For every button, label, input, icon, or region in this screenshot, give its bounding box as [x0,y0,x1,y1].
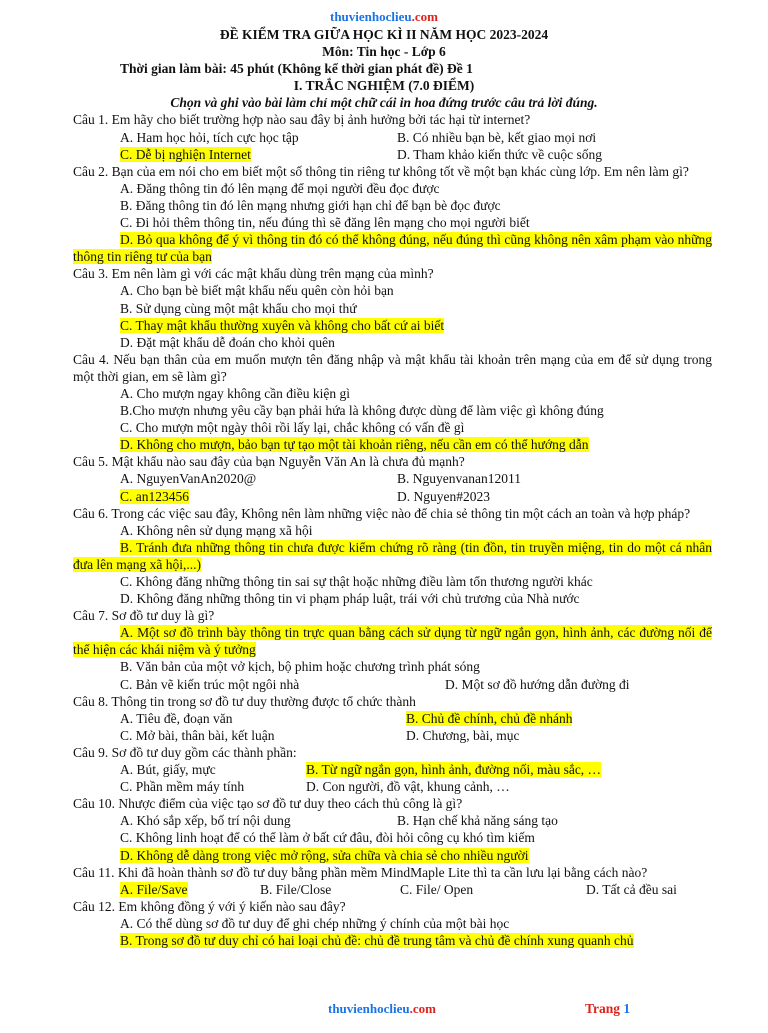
question-12: Câu 12. Em không đồng ý với ý kiến nào sau đây? [73,898,346,914]
option-a: A. Cho mượn ngay không cần điều kiện gì [120,385,351,401]
question-10: Câu 10. Nhược điểm của việc tạo sơ đồ tư duy theo cách thủ công là gì? [73,796,463,812]
question-5: Câu 5. Mật khẩu nào sau đây của bạn Nguyễn Văn An là chưa đủ mạnh? [73,454,465,470]
page-footer [0,1000,768,1020]
question-9: Câu 9. Sơ đồ tư duy gồm các thành phần: [73,744,297,760]
option-a: A. Có thể dùng sơ đồ tư duy để ghi chép những ý chính của một bài học [120,915,510,931]
option-c: C. Phần mềm máy tính [120,779,245,795]
option-b: B. Có nhiều bạn bè, kết giao mọi nơi [397,129,597,145]
option-a: A. Không nên sử dụng mạng xã hội [120,522,313,538]
option-a: A. Ham học hỏi, tích cực học tập [120,129,299,145]
exam-page [0,9,768,1033]
option-d: D. Chương, bài, mục [406,727,520,743]
option-a: A. NguyenVanAn2020@ [120,471,257,487]
option-a: A. Khó sắp xếp, bố trí nội dung [120,813,291,829]
option-a-answer: A. File/Save [120,881,188,897]
question-8-options-row-2 [73,727,712,744]
option-c-answer: C. Dễ bị nghiện Internet [120,146,251,162]
option-c: C. Đi hỏi thêm thông tin, nếu đúng thì sẽ đăng lên mạng cho mọi người biết [120,215,530,231]
option-c-answer: C. an123456 [120,488,189,504]
option-d: D. Con người, đồ vật, khung cảnh, … [306,779,510,795]
question-list [0,111,768,949]
exam-title: ĐỀ KIỂM TRA GIỮA HỌC KÌ II NĂM HỌC 2023-2024 [219,27,549,42]
question-1-options-row-2 [73,146,712,163]
option-b-answer: B. Chủ đề chính, chủ đề nhánh [406,710,573,726]
option-b: B. File/Close [260,881,332,897]
exam-header [0,9,768,60]
option-b: B.Cho mượn nhưng yêu cầy bạn phải hứa là không được dùng để làm việc gì không đúng [120,403,604,419]
option-d: D. Tất cả đều sai [586,881,677,897]
option-d: D. Đặt mật khẩu dễ đoán cho khỏi quên [120,334,335,350]
option-b: B. Hạn chế khả năng sáng tạo [397,813,558,829]
question-6: Câu 6. Trong các việc sau đây, Không nên làm những việc nào để chia sẻ thông tin một cách an toàn và hợp pháp? [73,505,691,521]
page-number: Trang 1 [585,1001,631,1016]
question-11: Câu 11. Khi đã hoàn thành sơ đồ tư duy bằng phần mềm MindMaple Lite thì ta cần lưu lại bằng cách nào? [73,864,648,880]
option-b: B. Đăng thông tin đó lên mạng nhưng giới hạn chỉ để bạn bè đọc được [120,197,501,213]
option-d-answer: D. Bỏ qua không để ý vì thông tin đó có thể không đúng, nếu đúng thì cũng không nên xâm phạm vào những thông tin riêng tư của bạn [73,232,712,265]
option-b: B. Nguyenvanan12011 [397,471,521,487]
question-8: Câu 8. Thông tin trong sơ đồ tư duy thường được tổ chức thành [73,693,416,709]
question-7-options-row [73,676,712,693]
option-c: C. Cho mượn một ngày thôi rồi lấy lại, chắc không có vấn đề gì [120,420,465,436]
option-a-answer: A. Một sơ đồ trình bày thông tin trực quan bằng cách sử dụng từ ngữ ngắn gọn, hình ảnh, các đường nối để thể hiện các khái niệm và ý tưởng [73,625,712,658]
question-7: Câu 7. Sơ đồ tư duy là gì? [73,608,215,624]
option-a: A. Tiêu đề, đoạn văn [120,710,233,726]
question-9-options-row-2 [73,778,712,795]
site-watermark-top[interactable]: thuvienhoclieu.com [330,9,438,24]
question-2: Câu 2. Bạn của em nói cho em biết một số thông tin riêng tư không tốt về một bạn khác cùng lớp. Em nên làm gì? [73,163,689,179]
question-4: Câu 4. Nếu bạn thân của em muốn mượn tên đăng nhập và mật khẩu tài khoản trên mạng của em để sử dụng trong một thời gian, em sẽ làm gì? [73,351,712,384]
option-b: B. Văn bản của một vở kịch, bộ phim hoặc chương trình phát sóng [120,659,480,675]
option-b-answer: B. Từ ngữ ngắn gọn, hình ảnh, đường nối, màu sắc, … [306,762,602,778]
question-9-options-row-1 [73,761,712,778]
option-a: A. Đăng thông tin đó lên mạng để mọi người đều đọc được [120,180,440,196]
option-d-answer: D. Không dễ dàng trong việc mở rộng, sửa chữa và chia sẻ cho nhiều người [120,847,529,863]
exam-subject: Môn: Tin học - Lớp 6 [322,44,446,60]
option-b: B. Sử dụng cùng một mật khẩu cho mọi thứ [120,300,357,316]
option-c: C. Mở bài, thân bài, kết luận [120,727,275,743]
exam-time: Thời gian làm bài: 45 phút (Không kể thời gian phát đề) Đề 1 [120,61,473,77]
question-11-options-row [73,881,712,898]
question-3: Câu 3. Em nên làm gì với các mật khẩu dùng trên mạng của mình? [73,266,434,282]
option-a: A. Bút, giấy, mực [120,762,216,778]
option-d: D. Nguyen#2023 [397,488,490,504]
question-8-options-row-1 [73,710,712,727]
option-c: C. File/ Open [400,881,474,897]
question-1: Câu 1. Em hãy cho biết trường hợp nào sau đây bị ảnh hưởng bởi tác hại từ internet? [73,112,531,128]
option-a: A. Cho bạn bè biết mật khẩu nếu quên còn hỏi bạn [120,283,394,299]
question-1-options-row-1 [73,129,712,146]
question-10-options-row [73,812,712,829]
question-5-options-row-2 [73,488,712,505]
option-d: D. Một sơ đồ hướng dẫn đường đi [445,676,630,692]
option-c: C. Không linh hoạt để có thể làm ở bất cứ đâu, đòi hỏi công cụ khó tìm kiếm [120,830,535,846]
site-watermark-bottom[interactable]: thuvienhoclieu.com [328,1001,436,1016]
option-c-answer: C. Thay mật khẩu thường xuyên và không cho bất cứ ai biết [120,317,445,333]
question-5-options-row-1 [73,470,712,487]
option-c: C. Không đăng những thông tin sai sự thật hoặc những điều làm tổn thương người khác [120,574,593,589]
option-d: D. Không đăng những thông tin vi phạm pháp luật, trái với chủ trương của Nhà nước [120,591,580,607]
option-c: C. Bản vẽ kiến trúc một ngôi nhà [120,676,300,692]
instruction-line: Chọn và ghi vào bài làm chỉ một chữ cái in hoa đứng trước câu trả lời đúng. [170,95,598,111]
section-heading: I. TRẮC NGHIỆM (7.0 ĐIỂM) [293,78,475,94]
option-d-answer: D. Không cho mượn, bảo bạn tự tạo một tài khoản riêng, nếu cần em có thể hướng dẫn [120,437,589,453]
option-d: D. Tham khảo kiến thức về cuộc sống [397,146,603,162]
option-b-answer: B. Tránh đưa những thông tin chưa được kiểm chứng rõ ràng (tin đồn, tin truyền miệng, tin do một cá nhân đưa lên mạng xã hội,...) [73,539,712,572]
option-b-answer: B. Trong sơ đồ tư duy chỉ có hai loại chủ đề: chủ đề trung tâm và chủ đề chính xung quanh chủ [120,932,634,948]
